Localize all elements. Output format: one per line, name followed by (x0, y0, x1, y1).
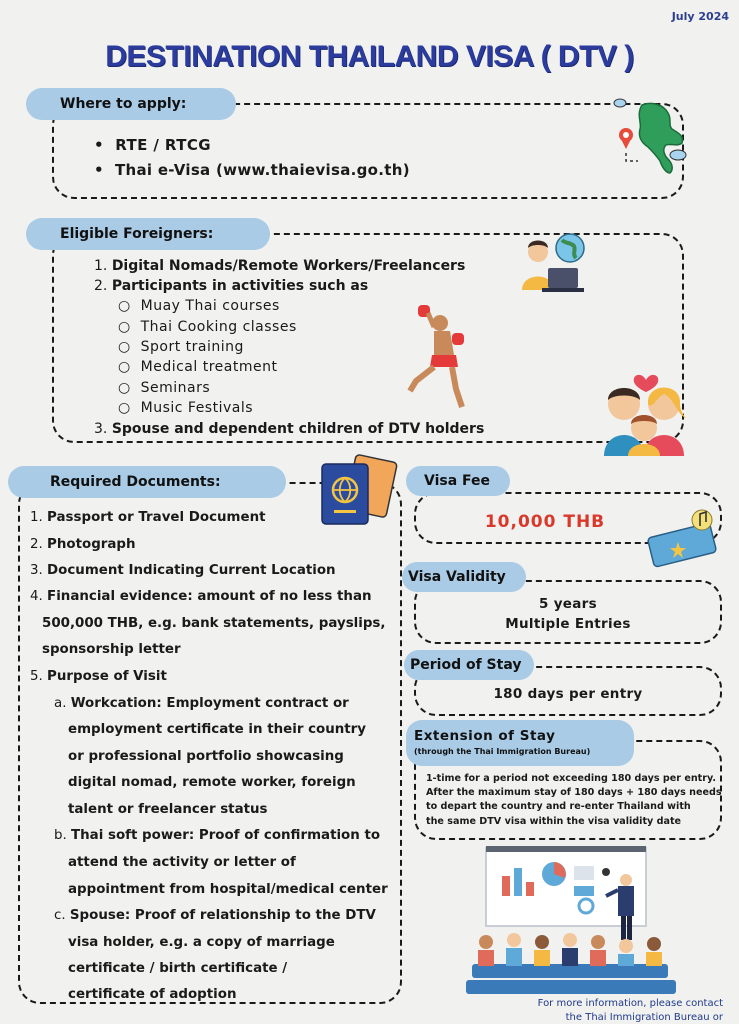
document-line: talent or freelancer status (68, 802, 268, 817)
eligible-foreigners-heading: Eligible Foreigners: (26, 218, 270, 250)
footer-line-1: For more information, please contact (537, 998, 723, 1009)
where-item-2: • Thai e-Visa (www.thaievisa.go.th) (94, 161, 410, 179)
extension-of-stay-subheading: (through the Thai Immigration Bureau) (414, 747, 591, 756)
remote-worker-icon (518, 228, 588, 294)
document-line: visa holder, e.g. a copy of marriage (68, 935, 335, 950)
document-line: b. Thai soft power: Proof of confirmation to (54, 828, 381, 843)
extension-line: the same DTV visa within the visa validity date (426, 816, 682, 827)
extension-of-stay-heading-pill (406, 720, 634, 766)
document-line: 3. Document Indicating Current Location (30, 563, 336, 578)
thailand-map-icon (612, 97, 692, 177)
document-line: c. Spouse: Proof of relationship to the DTV (54, 908, 376, 923)
muay-thai-boxer-icon (404, 303, 474, 413)
document-line: attend the activity or letter of (68, 855, 296, 870)
activity-item: ○ Muay Thai courses (118, 298, 280, 314)
document-line: certificate of adoption (68, 987, 237, 1002)
required-documents-box (18, 482, 402, 1004)
document-line: 1. Passport or Travel Document (30, 510, 266, 525)
extension-line: After the maximum stay of 180 days + 180 days needs (426, 787, 722, 798)
ticket-icon (644, 506, 726, 570)
where-item-1: • RTE / RTCG (94, 136, 211, 154)
visa-fee-heading: Visa Fee (406, 466, 510, 496)
visa-fee-value: 10,000 THB (484, 512, 606, 532)
period-of-stay-heading: Period of Stay (404, 650, 534, 680)
document-line: a. Workcation: Employment contract or (54, 696, 349, 711)
where-to-apply-heading: Where to apply: (26, 88, 236, 120)
page-title: DESTINATION THAILAND VISA ( DTV ) (105, 40, 634, 73)
activity-item: ○ Sport training (118, 339, 244, 355)
family-icon (598, 362, 694, 458)
visa-validity-heading: Visa Validity (402, 562, 526, 592)
seminar-illustration (466, 846, 676, 996)
document-line: 5. Purpose of Visit (30, 669, 167, 684)
visa-validity-years: 5 years (539, 596, 597, 612)
activity-item: ○ Seminars (118, 380, 211, 396)
passport-icon (316, 452, 400, 528)
visa-validity-entries: Multiple Entries (505, 616, 631, 632)
document-line: 2. Photograph (30, 537, 136, 552)
required-documents-heading: Required Documents: (8, 466, 286, 498)
eligible-item-1: 1. Digital Nomads/Remote Workers/Freelancers (94, 258, 466, 274)
document-line: digital nomad, remote worker, foreign (68, 775, 356, 790)
extension-of-stay-heading: Extension of Stay (414, 728, 556, 744)
document-line: certificate / birth certificate / (68, 961, 288, 976)
extension-line: 1-time for a period not exceeding 180 days per entry. (426, 773, 716, 784)
activity-item: ○ Music Festivals (118, 400, 254, 416)
period-of-stay-value: 180 days per entry (493, 686, 643, 702)
activity-item: ○ Medical treatment (118, 359, 278, 375)
eligible-item-2: 2. Participants in activities such as (94, 278, 369, 294)
date-label: July 2024 (671, 10, 729, 23)
document-line: 500,000 THB, e.g. bank statements, payslips, (42, 616, 386, 631)
eligible-item-3: 3. Spouse and dependent children of DTV holders (94, 421, 485, 437)
activity-item: ○ Thai Cooking classes (118, 319, 297, 335)
document-line: or professional portfolio showcasing (68, 749, 344, 764)
document-line: employment certificate in their country (68, 722, 367, 737)
footer-line-2: the Thai Immigration Bureau or (565, 1012, 723, 1023)
document-line: 4. Financial evidence: amount of no less than (30, 589, 372, 604)
document-line: sponsorship letter (42, 642, 181, 657)
extension-line: to depart the country and re-enter Thailand with (426, 801, 691, 812)
document-line: appointment from hospital/medical center (68, 882, 388, 897)
